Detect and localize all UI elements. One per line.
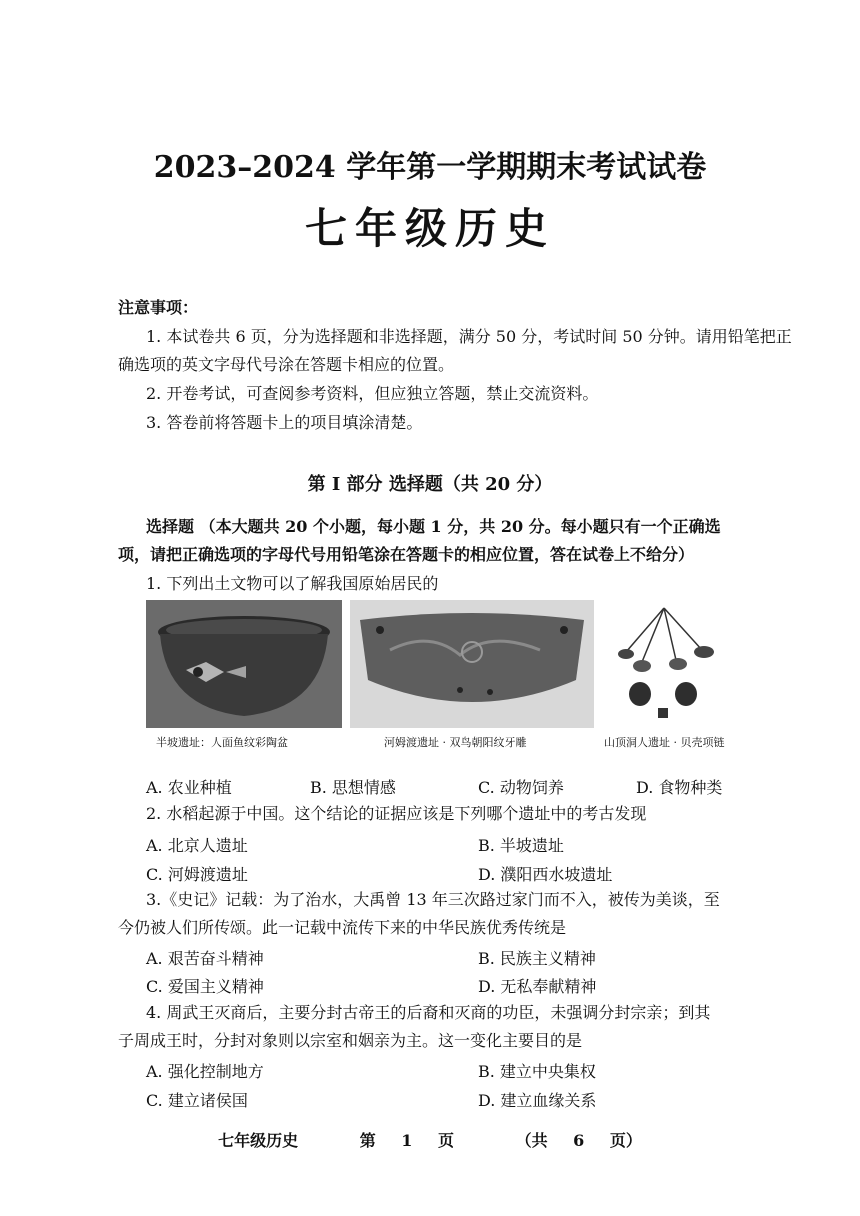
shell-necklace-image	[606, 602, 726, 728]
notes-heading: 注意事项：	[118, 298, 199, 317]
q1-option-a[interactable]: A. 农业种植	[146, 778, 232, 797]
q4-stem-2: 子周成王时，分封对象则以宗室和姻亲为主。这一变化主要目的是	[118, 1031, 583, 1050]
q1-stem: 1. 下列出土文物可以了解我国原始居民的	[146, 574, 439, 593]
exam-title: 2023–2024 学年第一学期期末考试试卷	[153, 150, 707, 185]
caption-pottery-basin: 半坡遗址：人面鱼纹彩陶盆	[156, 736, 288, 749]
figure-pottery-basin	[146, 600, 342, 728]
footer-total-pages: （共 6 页）	[515, 1131, 642, 1150]
q2-option-a[interactable]: A. 北京人遗址	[146, 836, 248, 855]
q4-option-b[interactable]: B. 建立中央集权	[478, 1062, 596, 1081]
q4-option-d[interactable]: D. 建立血缘关系	[478, 1091, 597, 1110]
q3-option-a[interactable]: A. 艰苦奋斗精神	[146, 949, 264, 968]
subject-title: 七年级历史	[304, 204, 555, 253]
q2-stem: 2. 水稻起源于中国。这个结论的证据应该是下列哪个遗址中的考古发现	[146, 804, 647, 823]
q2-option-b[interactable]: B. 半坡遗址	[478, 836, 564, 855]
caption-ivory-carving: 河姆渡遗址 · 双鸟朝阳纹牙雕	[384, 736, 527, 749]
figure-shell-necklace	[606, 602, 726, 728]
note-1-cont: 确选项的英文字母代号涂在答题卡相应的位置。	[118, 355, 455, 374]
caption-shell-necklace: 山顶洞人遗址 · 贝壳项链	[604, 736, 725, 749]
section-instruction-2: 项，请把正确选项的字母代号用铅笔涂在答题卡的相应位置，答在试卷上不给分）	[118, 545, 695, 564]
page-footer	[0, 1128, 860, 1151]
q4-stem-1: 4. 周武王灭商后，主要分封古帝王的后裔和灭商的功臣，未强调分封宗亲；到其	[146, 1003, 711, 1022]
pottery-basin-image	[146, 600, 342, 728]
figure-ivory-carving	[350, 600, 594, 728]
note-1: 1. 本试卷共 6 页，分为选择题和非选择题，满分 50 分，考试时间 50 分钟。请用铅笔把正	[146, 327, 792, 346]
footer-subject: 七年级历史	[218, 1131, 299, 1150]
q1-option-c[interactable]: C. 动物饲养	[478, 778, 564, 797]
q2-option-d[interactable]: D. 濮阳西水坡遗址	[478, 865, 613, 884]
section-title: 第 Ⅰ 部分 选择题（共 20 分）	[307, 474, 553, 495]
q1-option-d[interactable]: D. 食物种类	[636, 778, 723, 797]
note-2: 2. 开卷考试，可查阅参考资料，但应独立答题，禁止交流资料。	[146, 384, 599, 403]
q4-option-c[interactable]: C. 建立诸侯国	[146, 1091, 248, 1110]
ivory-carving-image	[350, 600, 594, 728]
q3-option-b[interactable]: B. 民族主义精神	[478, 949, 596, 968]
note-3: 3. 答卷前将答题卡上的项目填涂清楚。	[146, 413, 423, 432]
footer-page-number: 第 1 页	[359, 1131, 454, 1150]
q3-stem-1: 3.《史记》记载：为了治水，大禹曾 13 年三次路过家门而不入，被传为美谈，至	[146, 890, 720, 909]
q3-option-d[interactable]: D. 无私奉献精神	[478, 977, 597, 996]
q3-stem-2: 今仍被人们所传颂。此一记载中流传下来的中华民族优秀传统是	[118, 918, 567, 937]
q3-option-c[interactable]: C. 爱国主义精神	[146, 977, 264, 996]
section-instruction-1: 选择题 （本大题共 20 个小题，每小题 1 分，共 20 分。每小题只有一个正确选	[146, 517, 721, 536]
q4-option-a[interactable]: A. 强化控制地方	[146, 1062, 264, 1081]
q1-option-b[interactable]: B. 思想情感	[310, 778, 396, 797]
q2-option-c[interactable]: C. 河姆渡遗址	[146, 865, 248, 884]
